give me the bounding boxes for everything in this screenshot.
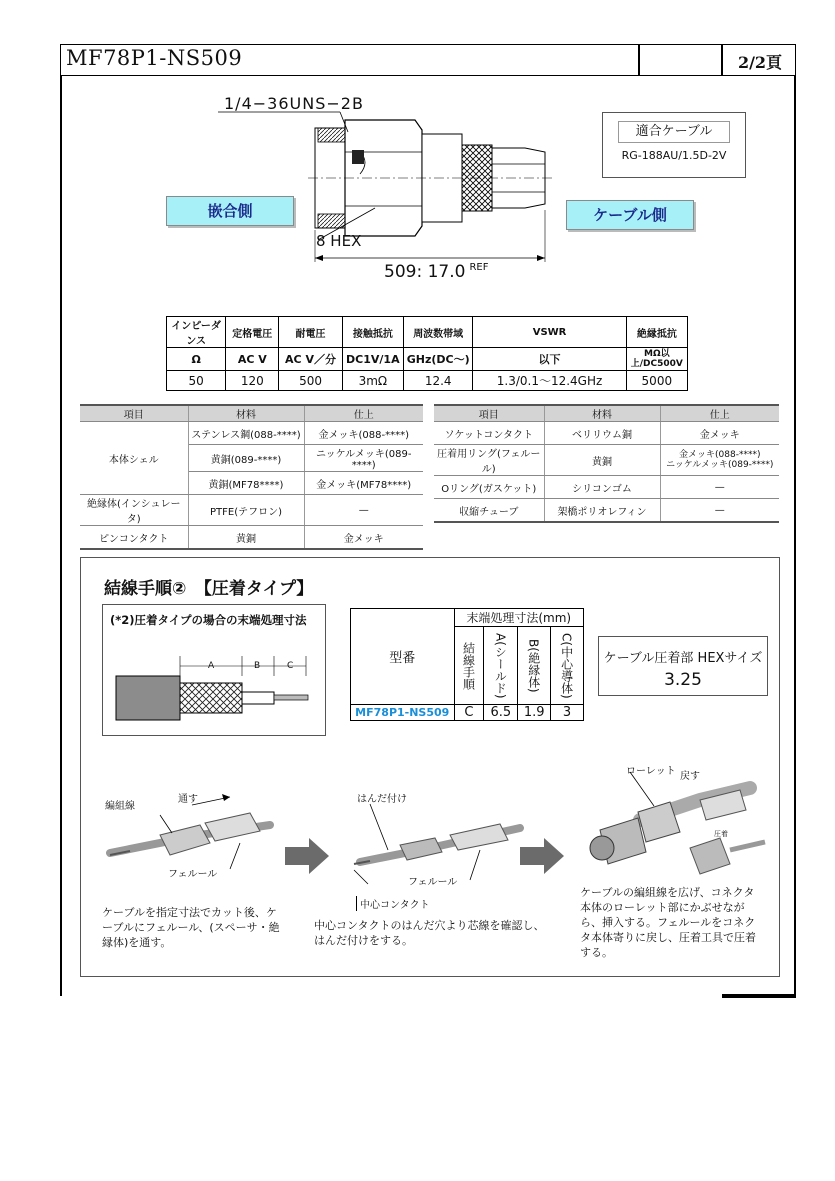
materials-material: ステンレス鋼(088-****)	[188, 422, 304, 445]
materials-finish: —	[660, 476, 779, 499]
spec-value: 500	[279, 371, 342, 391]
materials-header: 仕上	[660, 405, 779, 422]
knurl-label: ローレット	[626, 766, 676, 777]
length-value: 509: 17.0	[384, 262, 466, 282]
table-row	[351, 705, 584, 721]
materials-finish	[660, 445, 779, 476]
model-header: 型番	[351, 609, 455, 705]
materials-material: ベリリウム銅	[544, 422, 660, 445]
table-row	[434, 476, 779, 499]
compatible-cable-box	[602, 112, 746, 178]
spec-unit-row	[167, 348, 688, 371]
dim-value: 6.5	[484, 705, 518, 721]
connector-drawing	[200, 90, 570, 290]
materials-material: 黄銅(MF78****)	[188, 472, 304, 495]
crimp-label: 圧着	[714, 830, 728, 838]
dim-col-header: 結線手順	[454, 627, 484, 705]
spec-unit: Ω	[167, 348, 226, 371]
materials-item: 圧着用リング(フェルール)	[434, 445, 544, 476]
dim-col-header: A(シールド)	[484, 627, 518, 705]
materials-item: Oリング(ガスケット)	[434, 476, 544, 499]
frame-bottom-right-mark	[722, 994, 796, 998]
materials-material: PTFE(テフロン)	[188, 495, 304, 526]
materials-item: ピンコンタクト	[80, 526, 188, 550]
braid-label: 編組線	[105, 801, 135, 812]
length-ref: REF	[469, 262, 489, 274]
title-separator	[638, 44, 640, 76]
ferrule-label: フェルール	[408, 877, 458, 888]
materials-finish: 金メッキ(088-****)	[304, 422, 423, 445]
step2-text: 中心コンタクトのはんだ穴より芯線を確認し、はんだ付けをする。	[314, 919, 545, 947]
spec-header: 耐電圧	[279, 317, 342, 348]
materials-material: 黄銅(089-****)	[188, 445, 304, 472]
spec-value: 1.3/0.1〜12.4GHz	[473, 371, 626, 391]
center-contact-label: 中心コンタクト	[356, 896, 430, 911]
materials-table-left	[80, 404, 423, 550]
spec-unit: AC V／分	[279, 348, 342, 371]
step1-text: ケーブルを指定寸法でカット後、ケーブルにフェルール、(スペーサ・絶縁体)を通す。	[102, 906, 280, 949]
spec-unit: AC V	[226, 348, 279, 371]
materials-material: 架橋ポリオレフィン	[544, 499, 660, 523]
spec-header: 接触抵抗	[342, 317, 403, 348]
spec-table	[166, 316, 688, 391]
frame-left-border	[60, 76, 62, 996]
materials-finish-line: ニッケルメッキ(089-****)	[666, 460, 774, 470]
title-separator	[721, 44, 723, 76]
materials-header: 項目	[80, 405, 188, 422]
materials-finish-line: 金メッキ(088-****)	[679, 450, 761, 460]
thread-label: 1/4−36UNS−2B	[224, 94, 364, 113]
spec-header: 定格電圧	[226, 317, 279, 348]
materials-item: 収縮チューブ	[434, 499, 544, 523]
dim-col-header: C(中心導体)	[551, 627, 584, 705]
spec-unit: GHz(DC〜)	[403, 348, 472, 371]
ferrule-label: フェルール	[168, 869, 218, 880]
materials-header: 材料	[188, 405, 304, 422]
table-row	[80, 526, 423, 550]
page-number: 2/2頁	[737, 53, 783, 72]
hex-label: 8 HEX	[316, 232, 362, 250]
dimension-group-header: 末端処理寸法(mm)	[454, 609, 584, 627]
document-title: MF78P1-NS509	[66, 46, 243, 70]
materials-finish: 金メッキ	[660, 422, 779, 445]
cable-side-label: ケーブル側	[566, 200, 694, 230]
spec-header: 絶縁抵抗	[626, 317, 687, 348]
spec-value: 3mΩ	[342, 371, 403, 391]
materials-finish: ニッケルメッキ(089-****)	[304, 445, 423, 472]
return-label: 戻す	[680, 771, 700, 782]
dim-value: C	[454, 705, 484, 721]
spec-value: 12.4	[403, 371, 472, 391]
pass-through-label: 通す	[178, 794, 198, 805]
materials-header-row	[80, 405, 423, 422]
materials-header-row	[434, 405, 779, 422]
spec-unit: DC1V/1A	[342, 348, 403, 371]
materials-item: 本体シェル	[80, 422, 188, 495]
materials-material: シリコンゴム	[544, 476, 660, 499]
spec-value-row	[167, 371, 688, 391]
compatible-cable-title: 適合ケーブル	[618, 121, 730, 143]
materials-header: 材料	[544, 405, 660, 422]
spec-value: 50	[167, 371, 226, 391]
spec-unit: MΩ以上/DC500V	[626, 348, 687, 371]
frame-right-border	[794, 76, 796, 998]
materials-finish: —	[660, 499, 779, 523]
table-row	[434, 422, 779, 445]
model-number: MF78P1-NS509	[351, 705, 455, 721]
materials-material: 黄銅	[188, 526, 304, 550]
hex-size-box	[598, 636, 768, 696]
dim-value: 1.9	[518, 705, 551, 721]
step-arrow-icon	[520, 838, 565, 874]
table-row	[434, 499, 779, 523]
spec-header-row	[167, 317, 688, 348]
hex-size-value: 3.25	[664, 670, 702, 690]
termination-dimension-table	[350, 608, 584, 721]
table-row	[434, 445, 779, 476]
hex-size-label: ケーブル圧着部 HEXサイズ	[603, 651, 763, 666]
dim-value: 3	[551, 705, 584, 721]
table-row	[80, 422, 423, 445]
procedure-title: 結線手順② 【圧着タイプ】	[104, 579, 314, 599]
length-label	[384, 262, 488, 282]
stripping-subtitle: (*2)圧着タイプの場合の末端処理寸法	[110, 613, 307, 627]
materials-finish: 金メッキ	[304, 526, 423, 550]
spec-value: 120	[226, 371, 279, 391]
dim-label-c: C	[287, 661, 294, 671]
materials-item: 絶縁体(インシュレータ)	[80, 495, 188, 526]
dim-label-b: B	[254, 661, 261, 671]
materials-finish: 金メッキ(MF78****)	[304, 472, 423, 495]
step3-text: ケーブルの編組線を広げ、コネクタ本体のローレット部にかぶせながら、挿入する。フェルールをコネクタ本体寄りに戻し、圧着工具で圧着する。	[580, 886, 756, 959]
spec-header: インピーダンス	[167, 317, 226, 348]
materials-table-right	[434, 404, 779, 523]
materials-finish: —	[304, 495, 423, 526]
materials-material: 黄銅	[544, 445, 660, 476]
materials-header: 項目	[434, 405, 544, 422]
materials-item: ソケットコンタクト	[434, 422, 544, 445]
step-arrow-icon	[285, 838, 330, 874]
materials-header: 仕上	[304, 405, 423, 422]
spec-unit: 以下	[473, 348, 626, 371]
spec-value: 5000	[626, 371, 687, 391]
dim-col-header: B(絶縁体)	[518, 627, 551, 705]
solder-label: はんだ付け	[357, 794, 407, 805]
spec-header: VSWR	[473, 317, 626, 348]
mating-side-label: 嵌合側	[166, 196, 294, 226]
dim-label-a: A	[208, 661, 215, 671]
step3-illustration	[580, 760, 770, 885]
table-row	[80, 495, 423, 526]
compatible-cable-value: RG-188AU/1.5D-2V	[621, 149, 727, 162]
spec-header: 周波数帯域	[403, 317, 472, 348]
